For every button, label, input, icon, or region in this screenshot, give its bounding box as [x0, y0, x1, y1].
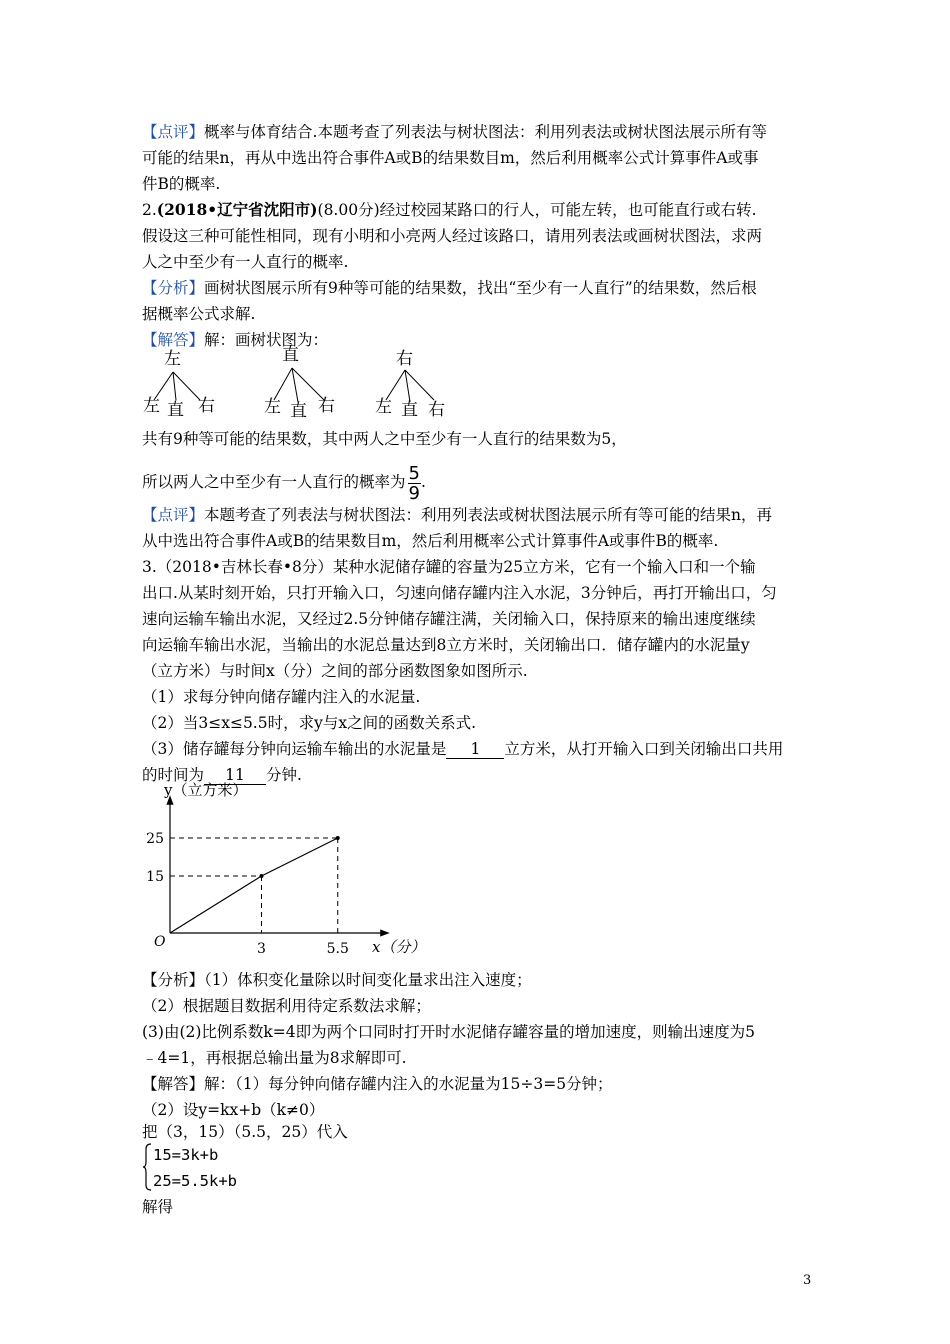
q3-analysis-line3: (3)由(2)比例系数k=4即为两个口同时打开时水泥储存罐容量的增加速度，则输出速度为5	[142, 1023, 756, 1041]
q3-sub3-text-a: （3）储存罐每分钟向运输车输出的水泥量是	[142, 740, 447, 758]
y-axis-label: y（立方米）	[164, 781, 248, 799]
q3-analysis-line4: ﹣4=1，再根据总输出量为8求解即可.	[142, 1049, 407, 1067]
analysis-tag: 【分析】	[142, 279, 205, 297]
answer-blank-1: 1	[446, 740, 504, 759]
q2-answer-text: 解：画树状图为：	[204, 331, 329, 349]
q3-line5: （立方米）与时间x（分）之间的部分函数图象如图所示.	[142, 662, 528, 680]
q1-review-line1	[142, 121, 822, 143]
tree-leaf: 左	[375, 397, 392, 417]
data-point	[260, 874, 264, 878]
tree-leaf: 直	[401, 400, 418, 420]
q3-sub3	[142, 738, 822, 760]
tree-root: 直	[282, 345, 299, 365]
y-tick-label: 15	[146, 869, 164, 885]
data-point	[336, 836, 340, 840]
q2-result-line2	[142, 460, 822, 504]
q2-analysis-line1	[142, 277, 822, 299]
x-tick-label: 5.5	[326, 941, 349, 957]
tree-leaf: 右	[428, 400, 445, 420]
review-tag: 【点评】	[142, 123, 205, 141]
q2-result-line1: 共有9种等可能的结果数，其中两人之中至少有一人直行的结果数为5，	[142, 430, 627, 448]
q3-answer-line2: （2）设y=kx+b（k≠0）	[142, 1101, 325, 1119]
x-tick-label: 3	[257, 941, 266, 957]
equation-1: 15=3k+b	[153, 1146, 219, 1164]
q1-review-line2: 可能的结果n，再从中选出符合事件A或B的结果数目m，然后利用概率公式计算事件A或事	[142, 149, 759, 167]
q2-review-line2: 从中选出符合事件A或B的结果数目m，然后利用概率公式计算事件A或事件B的概率.	[142, 532, 719, 550]
tree-leaf: 直	[167, 400, 184, 420]
tree-root: 右	[396, 349, 413, 369]
tree-leaf: 直	[290, 401, 307, 421]
fraction-numerator: 5	[408, 462, 420, 484]
q3-sub4-text-b: 分钟.	[266, 766, 302, 784]
x-axis-label: x（分）	[372, 938, 426, 956]
q2-result-period: .	[420, 473, 426, 491]
q3-line2: 出口.从某时刻开始，只打开输入口，匀速向储存罐内注入水泥，3分钟后，再打开输出口，匀	[142, 584, 777, 602]
tree-leaf: 右	[318, 396, 335, 416]
q3-analysis-line2: （2）根据题目数据利用待定系数法求解；	[142, 997, 431, 1015]
q3-analysis-line1	[142, 969, 822, 991]
function-graph	[140, 776, 430, 962]
q2-source: (2018•辽宁省沈阳市)	[156, 200, 318, 219]
y-tick-label: 25	[146, 831, 164, 847]
q3-line1: 3.（2018•吉林长春•8分）某种水泥储存罐的容量为25立方米，它有一个输入口和一个输	[142, 558, 756, 576]
q3-line3: 速向运输车输出水泥，又经过2.5分钟储存罐注满，关闭输入口，保持原来的输出速度继续	[142, 610, 756, 628]
q3-line4: 向运输车输出水泥，当输出的水泥总量达到8立方米时，关闭输出口．储存罐内的水泥量y	[142, 636, 750, 654]
tree-diagram-right	[372, 346, 512, 422]
q1-review-line3: 件B的概率.	[142, 175, 221, 193]
q2-review-text1: 本题考查了列表法与树状图法：利用列表法或树状图法展示所有等可能的结果n，再	[204, 506, 773, 524]
q2-line3: 人之中至少有一人直行的概率.	[142, 253, 349, 271]
answer-tag: 【解答】	[142, 331, 205, 349]
function-graph-svg	[140, 776, 430, 962]
q3-sub4-text-a: 的时间为	[142, 766, 205, 784]
q3-sub3-text-b: 立方米，从打开输入口到关闭输出口共用	[504, 740, 784, 758]
q2-review-line1	[142, 504, 822, 526]
q3-sub2: （2）当3≤x≤5.5时，求y与x之间的函数关系式.	[142, 714, 477, 732]
q2-number: 2.	[142, 201, 157, 219]
equation-brace	[142, 1143, 152, 1191]
fraction	[408, 464, 421, 503]
origin-label: O	[154, 934, 166, 950]
q3-answer-line3: 把（3，15）（5.5，25）代入	[142, 1123, 348, 1141]
q2-result-text2: 所以两人之中至少有一人直行的概率为	[142, 473, 406, 491]
analysis-tag: 【分析】	[142, 971, 205, 989]
q1-review-text1: 概率与体育结合.本题考查了列表法与树状图法：利用列表法或树状图法展示所有等	[204, 123, 767, 141]
equation-2: 25=5.5k+b	[153, 1172, 237, 1190]
answer-tag: 【解答】	[142, 1075, 205, 1093]
q2-line2: 假设这三种可能性相同，现有小明和小亮两人经过该路口，请用列表法或画树状图法，求两	[142, 227, 763, 245]
tree-root: 左	[164, 349, 181, 369]
q3-answer-line1	[142, 1073, 822, 1095]
q3-answer-line4: 解得	[142, 1198, 174, 1216]
q3-sub1: （1）求每分钟向储存罐内注入的水泥量.	[142, 688, 421, 706]
q3-analysis-text1: （1）体积变化量除以时间变化量求出注入速度；	[204, 971, 532, 989]
q2-line1-text: (8.00分)经过校园某路口的行人，可能左转，也可能直行或右转.	[317, 201, 757, 219]
tree-leaf: 左	[143, 396, 160, 416]
tree-diagram-left	[140, 346, 280, 422]
tree-leaf: 右	[198, 396, 215, 416]
fraction-denominator: 9	[408, 482, 420, 504]
review-tag: 【点评】	[142, 506, 205, 524]
q2-analysis-line2: 据概率公式求解.	[142, 305, 256, 323]
answer-blank-2: 11	[204, 766, 266, 785]
page-number: 3	[803, 1273, 812, 1288]
series-line	[170, 838, 338, 933]
tree-leaf: 左	[264, 397, 281, 417]
q3-answer-text1: 解：（1）每分钟向储存罐内注入的水泥量为15÷3=5分钟；	[204, 1075, 613, 1093]
q2-analysis-text1: 画树状图展示所有9种等可能的结果数，找出“至少有一人直行”的结果数，然后根	[204, 279, 757, 297]
q2-line1	[142, 199, 822, 221]
